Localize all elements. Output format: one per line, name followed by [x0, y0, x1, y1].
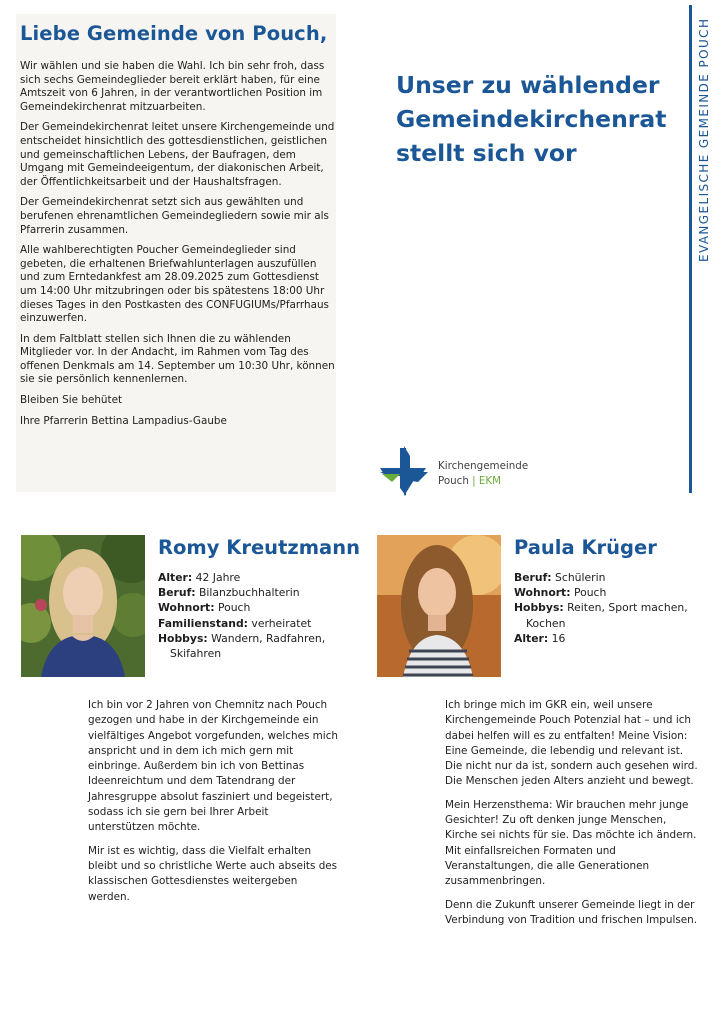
letter-signature: Ihre Pfarrerin Bettina Lampadius-Gaube — [20, 414, 227, 427]
fact-row — [158, 600, 348, 615]
fact-row — [158, 616, 348, 631]
logo-ekm: EKM — [478, 475, 502, 487]
page-headline — [396, 68, 666, 170]
fact-label: Wohnort: — [158, 601, 215, 615]
bio-paragraph: Ich bringe mich im GKR ein, weil unsere Kirchengemeinde Pouch Potenzial hat – und ich dabei helfen will es zu entfalten! Meine Vision: Eine Gemeinde, die lebendig und relevant ist. Die nicht nur da ist, sondern auch gesehen wird. Die Menschen jeden Alters anzieht und bewegt. — [445, 699, 698, 788]
candidate-name: Paula Krüger — [514, 536, 657, 559]
logo-place: Pouch — [438, 475, 469, 487]
fact-label: Hobbys: — [514, 601, 564, 615]
fact-row — [514, 631, 704, 646]
candidate-bio — [445, 698, 701, 936]
fact-label: Beruf: — [514, 571, 552, 584]
letter-body — [20, 60, 338, 435]
fact-value: Schülerin — [551, 571, 606, 584]
fact-row — [514, 585, 704, 600]
headline-line: stellt sich vor — [396, 139, 577, 167]
fact-value: 42 Jahre — [192, 571, 241, 584]
church-logo-icon — [380, 446, 430, 500]
candidate-facts — [158, 570, 348, 661]
candidate-photo — [21, 535, 145, 677]
bio-paragraph: Mir ist es wichtig, dass die Vielfalt erhalten bleibt und so christliche Werte auch abseits des klassischen Gottesdienstes weitergeben werden. — [88, 844, 338, 903]
fact-row — [158, 585, 348, 600]
fact-value: Wandern, Radfahren, Skifahren — [170, 631, 326, 661]
fact-value: Pouch — [214, 601, 251, 615]
letter-paragraph: Alle wahlberechtigten Poucher Gemeindeglieder sind gebeten, die erhaltenen Briefwahlunterlagen auszufüllen und zum Erntedankfest am 28.09.2025 zum Gottesdienst um 14:00 Uhr mitzubringen oder bis spätestens 18:00 Uhr dieses Tages in den Postkasten des CONFUGIUMs/Pfarrhaus einzuwerfen. — [20, 244, 329, 325]
fact-label: Beruf: — [158, 586, 196, 600]
candidate-facts — [514, 570, 704, 646]
fact-value: Pouch — [570, 586, 607, 600]
headline-line: Unser zu wählender — [396, 71, 660, 99]
fact-row — [514, 570, 704, 585]
fact-label: Familienstand: — [158, 616, 248, 630]
logo-separator: | — [468, 475, 479, 487]
candidate-name: Romy Kreutzmann — [158, 536, 360, 559]
fact-label: Alter: — [158, 571, 193, 584]
fact-value: 16 — [548, 631, 566, 645]
candidate-photo — [377, 535, 501, 677]
fact-label: Wohnort: — [514, 586, 571, 600]
bio-paragraph: Ich bin vor 2 Jahren von Chemnitz nach Pouch gezogen und habe in der Kirchgemeinde ein vielfältiges Angebot vorgefunden, welches mich anspricht und in dem ich mich gern mit einbringe. Außerdem bin ich von Bettinas Ideenreichtum und dem Tatendrang der Jahresgruppe absolut fasziniert und begeistert, sodass ich sie gern bei Ihrer Arbeit unterstützen möchte. — [88, 699, 338, 834]
letter-greeting: Liebe Gemeinde von Pouch, — [20, 22, 328, 45]
bio-paragraph: Mein Herzensthema: Wir brauchen mehr junge Gesichter! Zu oft denken junge Menschen, Kirche sei nichts für sie. Das möchte ich ändern. Mit einfallsreichen Formaten und Veranstaltungen, die alle Generationen zusammenbringen. — [445, 798, 697, 888]
letter-paragraph: Der Gemeindekirchenrat setzt sich aus gewählten und berufenen ehrenamtlichen Gemeindegliedern sowie mir als Pfarrerin zusammen. — [20, 196, 329, 236]
fact-label: Alter: — [514, 631, 549, 645]
vertical-divider — [689, 5, 692, 493]
fact-row — [158, 570, 348, 585]
fact-value: Bilanzbuchhalterin — [195, 586, 300, 600]
letter-closing: Bleiben Sie behütet — [20, 394, 123, 407]
logo-wordmark — [438, 459, 528, 489]
fact-row — [158, 631, 348, 661]
letter-paragraph: Der Gemeindekirchenrat leitet unsere Kirchengemeinde und entscheidet hinsichtlich des gottesdienstlichen, geistlichen und gemeinschaftlichen Lebens, der Baufragen, dem Umgang mit Gemeindeeigentum, der diakonischen Arbeit, der Öffentlichkeitsarbeit und der Haushaltsfragen. — [20, 121, 335, 188]
fact-value: Reiten, Sport machen, Kochen — [526, 601, 688, 630]
headline-line: Gemeindekirchenrat — [396, 105, 667, 133]
candidate-bio — [88, 698, 338, 913]
side-label: EVANGELISCHE GEMEINDE POUCH — [697, 17, 711, 262]
fact-label: Hobbys: — [158, 631, 208, 645]
logo-line: Kirchengemeinde — [438, 460, 529, 472]
fact-value: verheiratet — [248, 616, 312, 630]
fact-row — [514, 600, 704, 630]
logo-line — [438, 474, 528, 489]
bio-paragraph: Denn die Zukunft unserer Gemeinde liegt in der Verbindung von Tradition und frischen Impulsen. — [445, 898, 698, 926]
letter-paragraph: Wir wählen und sie haben die Wahl. Ich bin sehr froh, dass sich sechs Gemeindeglieder bereit erklärt haben, für eine Amtszeit von 6 Jahren, in der verantwortlichen Position im Gemeindekirchenrat mitzuarbeiten. — [20, 60, 325, 113]
letter-paragraph: In dem Faltblatt stellen sich Ihnen die zu wählenden Mitglieder vor. In der Andacht, im Rahmen vom Tag des offenen Denkmals am 14. September um 10:30 Uhr, können sie sie persönlich kennenlernen. — [20, 332, 335, 386]
